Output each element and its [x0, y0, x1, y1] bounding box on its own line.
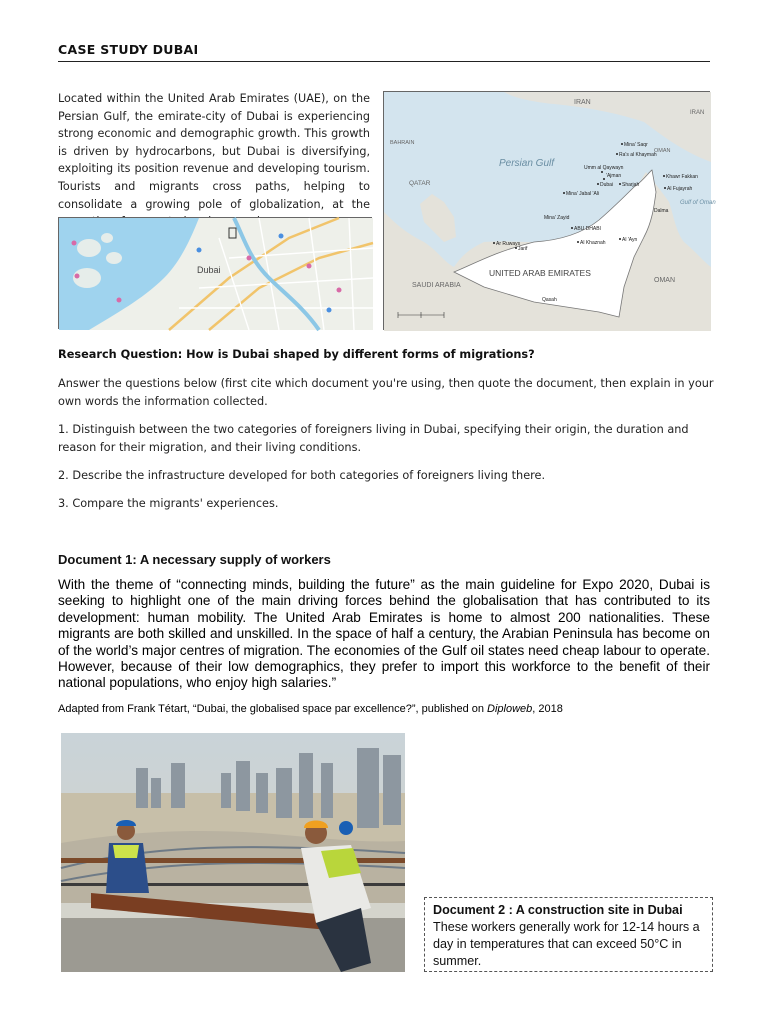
source-publication: Diploweb [487, 703, 533, 715]
intro-paragraph: Located within the United Arab Emirates (UAE), on the Persian Gulf, the emirate-city of Dubai is experiencing strong economic and demographic growth. This growth is driven by hydrocarbons, but Dubai is diversifying, exploiting its position revenue and developing tourism. Tourists and migrants cross paths, helping to consolidate a growing pole of globalization, at the [58, 92, 370, 211]
gulf-oman-label: Gulf of Oman [680, 200, 716, 206]
city-label: Umm al Qaywayn [584, 165, 624, 171]
iran-label-east: IRAN [690, 110, 705, 116]
document-1-body: With the theme of “connecting minds, building the future” as the main guideline for Expo 2020, Dubai is seeking to highlight one of the main driving forces behind the globalisation that has contributed to its development: human mobility. The United Arab Emirates is home to almost 200 nationalities. These migrants are both skilled and unskilled. In the space of half a century, the Arabian Peninsula has become on of the world’s major centres of migration. The economies of the Gulf oil states need cheap labour to operate. However, because of their low demographics, they prefer to import this workforce to the benefit of their national populations, who enjoy high salaries.” [58, 577, 710, 691]
document-2-title: Document 2 : A construction site in Dubai [433, 903, 683, 917]
qatar-label: QATAR [409, 180, 431, 187]
document-2-body: These workers generally work for 12-14 hours a day in temperatures that can exceed 50°C in summer. [433, 920, 700, 968]
question-1: 1. Distinguish between the two categories of foreigners living in Dubai, specifying their origin, the duration and reason for their migration, and their living conditions. [58, 423, 689, 454]
saudi-label: SAUDI ARABIA [412, 282, 461, 289]
source-text: Adapted from Frank Tétart, “Dubai, the globalised space par excellence?”, published on [58, 703, 488, 715]
persian-gulf-label: Persian Gulf [499, 158, 555, 169]
city-label: Mina' Zayid [544, 215, 570, 221]
source-year: , 2018 [532, 703, 563, 715]
city-label: Mina' Saqr [624, 142, 648, 148]
uae-map [383, 91, 716, 330]
research-question: Research Question: How is Dubai shaped by different forms of migrations? [58, 348, 535, 361]
construction-photo-graphic [61, 733, 405, 972]
city-label: Al Fujayrah [667, 186, 693, 192]
city-label: Ar Ruways [496, 241, 521, 247]
instructions: Answer the questions below (first cite which document you're using, then quote the document, then explain in your own words the information collected. [58, 377, 714, 408]
construction-site-photo [61, 733, 405, 972]
document-2-caption [424, 897, 713, 972]
question-2: 2. Describe the infrastructure developed for both categories of foreigners living there. [58, 469, 546, 482]
city-label: Sharjah [622, 182, 640, 188]
city-label: Al Khaznah [580, 240, 606, 246]
city-label: Qasah [542, 297, 557, 303]
bahrain-label: BAHRAIN [390, 140, 415, 146]
document-1-title: Document 1: A necessary supply of workers [58, 552, 331, 567]
uae-map-graphic [384, 92, 716, 331]
city-label: Jarif [518, 246, 528, 252]
dubai-street-map-graphic [59, 218, 373, 330]
city-label: Dalma [654, 208, 669, 214]
iran-label: IRAN [574, 99, 591, 106]
oman-label: OMAN [654, 277, 675, 284]
city-label: Ra's al Khaymah [619, 152, 657, 158]
document-1-source [58, 703, 563, 715]
city-label: 'Ajman [606, 173, 622, 179]
title-rule [58, 61, 710, 62]
oman-north-label: OMAN [654, 148, 671, 154]
page-title: CASE STUDY DUBAI [58, 42, 199, 57]
dubai-map-label: Dubai [197, 265, 221, 275]
question-3: 3. Compare the migrants' experiences. [58, 497, 279, 510]
city-label: ABU DHABI [574, 226, 601, 232]
uae-country-label: UNITED ARAB EMIRATES [489, 268, 591, 278]
city-label: Dubai [600, 182, 614, 188]
city-label: Khawr Fakkan [666, 174, 698, 180]
dubai-street-map [58, 217, 372, 329]
city-label: Mina' Jabal 'Ali [566, 191, 600, 197]
city-label: Al 'Ayn [622, 237, 638, 243]
